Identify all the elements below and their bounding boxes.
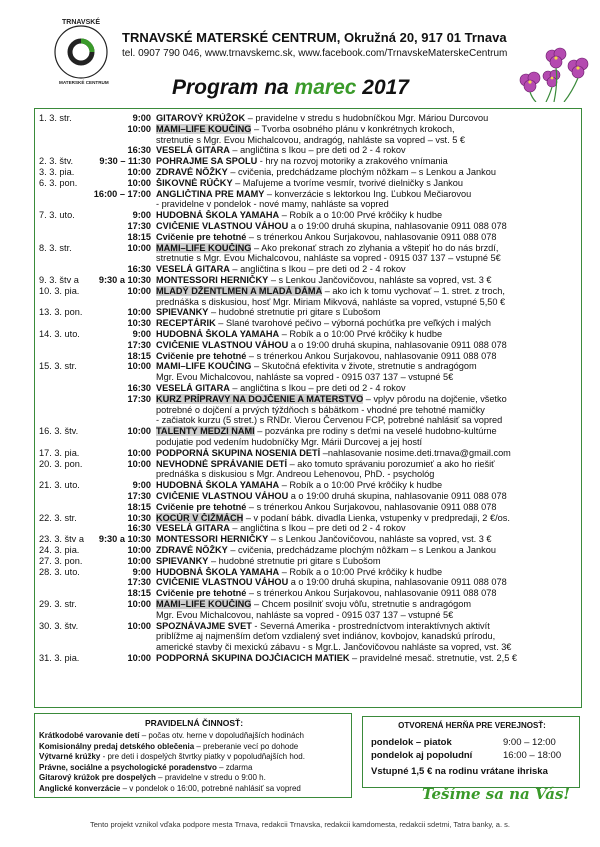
schedule-text xyxy=(156,567,581,578)
schedule-row xyxy=(35,340,583,351)
schedule-row xyxy=(35,307,583,318)
regular-activities-title: PRAVIDELNÁ ČINNOSŤ: xyxy=(144,718,244,728)
schedule-time: 10:00 xyxy=(127,167,151,177)
schedule-time: 9:00 xyxy=(132,566,151,577)
org-contact: tel. 0907 790 046, www.trnavskemc.sk, www.facebook.com/TrnavskeMaterskeCentrum xyxy=(122,48,508,59)
schedule-row xyxy=(35,178,583,189)
event-details: - začiatok kurzu (5 stret.) s RNDr. Vierou Červenou FCP, potrebné nahlásiť sa vopred xyxy=(156,415,503,426)
event-details: prednáška s diskusiou s Mgr. Andreou Lehenovou, PhD. - psychológ xyxy=(156,469,435,480)
schedule-text xyxy=(156,448,581,459)
schedule-text xyxy=(156,286,581,297)
schedule-row xyxy=(35,145,583,156)
schedule-time: 16:30 xyxy=(127,523,151,534)
schedule-date: 27. 3. pon. xyxy=(39,555,83,566)
event-title: CVIČENIE VLASTNOU VÁHOU xyxy=(156,339,289,350)
event-title: Cvičenie pre tehotné xyxy=(156,231,247,242)
schedule-row xyxy=(35,372,583,383)
regular-activity-text: – zdarma xyxy=(216,762,253,772)
event-title: KOCÚR V ČIŽMÁCH xyxy=(156,512,244,523)
schedule-text xyxy=(156,351,581,362)
schedule-time: 9:00 xyxy=(132,329,151,339)
event-details: – konverzácie s lektorkou Ing. Ľubkou Mečiarovou xyxy=(264,188,472,199)
event-details: Mgr. Evou Michalcovou, nahláste sa vopred - 0915 037 137 – vstupné 5€ xyxy=(156,372,454,383)
schedule-row xyxy=(35,383,583,394)
title-prefix: Program na xyxy=(172,76,295,99)
regular-activity-text: – pravidelne v stredu o 9:00 h. xyxy=(155,773,266,783)
event-details: – s trénerkou Ankou Surjakovou, nahlasovanie 0911 088 078 xyxy=(246,501,497,512)
event-title: MAMI–LIFE KOUČING xyxy=(156,242,252,253)
event-details: – pravidelné mesač. stretnutie, vst. 2,5 € xyxy=(349,653,517,663)
schedule-text xyxy=(156,329,581,340)
event-details: – angličtina s Ikou – pre deti od 2 - 4 rokov xyxy=(229,145,406,156)
regular-activity-label: Krátkodobé varovanie detí xyxy=(39,731,140,740)
schedule-row xyxy=(35,318,583,329)
event-title: ŠIKOVNÉ RÚČKY xyxy=(156,177,233,188)
schedule-text xyxy=(156,189,581,200)
event-title: Cvičenie pre tehotné xyxy=(156,501,247,512)
schedule-text xyxy=(156,372,581,383)
event-title: SPIEVANKY xyxy=(156,555,209,566)
schedule-row xyxy=(35,297,583,308)
schedule-date: 15. 3. str. xyxy=(39,361,77,372)
schedule-text xyxy=(156,523,581,534)
schedule-date: 14. 3. uto. xyxy=(39,329,80,339)
event-details: – hudobné stretnutie pri gitare s Ľubošom xyxy=(208,307,381,318)
event-title: ZDRAVÉ NÔŽKY xyxy=(156,545,228,555)
schedule-text xyxy=(156,275,581,286)
opening-hours-box xyxy=(362,716,580,788)
event-title: KURZ PRÍPRAVY NA DOJČENIE A MATERSTVO xyxy=(156,393,364,404)
schedule-row xyxy=(35,253,583,264)
schedule-row xyxy=(35,437,583,448)
schedule-text xyxy=(156,621,581,632)
schedule-date: 6. 3. pon. xyxy=(39,177,78,188)
schedule-row xyxy=(35,351,583,362)
schedule-row xyxy=(35,405,583,416)
schedule-text xyxy=(156,156,581,167)
event-title: PODPORNÁ SKUPINA DOJČIACICH MATIEK xyxy=(156,653,350,663)
schedule-row xyxy=(35,361,583,372)
schedule-date: 24. 3. pia. xyxy=(39,545,80,555)
opening-hours-2: 16:00 – 18:00 xyxy=(503,750,562,761)
schedule-time: 17:30 xyxy=(127,221,151,231)
opening-hours-title: OTVORENÁ HERŇA PRE VEREJNOSŤ: xyxy=(398,721,546,730)
schedule-time: 10:00 xyxy=(127,555,151,566)
schedule-text xyxy=(156,145,581,156)
regular-activity xyxy=(39,752,305,761)
schedule-row xyxy=(35,189,583,200)
schedule-date: 10. 3. pia. xyxy=(39,285,80,296)
event-details: a o 19:00 druhá skupina, nahlasovanie 0911 088 078 xyxy=(288,577,507,588)
event-details: – Maľujeme a tvoríme vesmír, tvorivé dielničky s Jankou xyxy=(232,177,463,188)
schedule-text xyxy=(156,631,581,642)
schedule-time: 10:00 xyxy=(127,545,151,555)
regular-activity-label: Právne, sociálne a psychologické poradenstvo xyxy=(39,762,217,772)
schedule-time: 9:00 xyxy=(132,210,151,221)
schedule-date: 22. 3. str. xyxy=(39,512,77,523)
schedule-text xyxy=(156,221,581,232)
schedule-time: 10:00 xyxy=(127,123,151,134)
schedule-text xyxy=(156,124,581,135)
schedule-text xyxy=(156,599,581,610)
schedule-time: 18:15 xyxy=(127,350,151,361)
event-title: Cvičenie pre tehotné xyxy=(156,588,247,599)
schedule-row xyxy=(35,156,583,167)
event-title: VESELÁ GITARA xyxy=(156,523,230,534)
schedule-row xyxy=(35,502,583,513)
schedule-text xyxy=(156,113,581,124)
schedule-time: 9:30 a 10:30 xyxy=(98,275,151,285)
title-month: marec xyxy=(294,76,357,99)
schedule-row xyxy=(35,599,583,610)
schedule-time: 16:00 – 17:00 xyxy=(93,188,151,199)
schedule-row xyxy=(35,221,583,232)
event-title: HUDOBNÁ ŠKOLA YAMAHA xyxy=(156,329,280,339)
event-details: podujatie pod vedením hudobníčky Mgr. Márii Durcovej a jej hostí xyxy=(156,437,423,447)
event-details: – cvičenia, predchádzame plochým nôžkam – s Lenkou a Jankou xyxy=(227,545,496,555)
event-title: CVIČENIE VLASTNOU VÁHOU xyxy=(156,577,289,588)
event-title: MLADÝ DŽENTLMEN A MLADÁ DÁMA xyxy=(156,285,323,296)
schedule-row xyxy=(35,523,583,534)
event-details: – ako tomuto správaniu porozumieť a ako ho riešiť xyxy=(287,458,495,469)
event-title: GITAROVÝ KRÚŽOK xyxy=(156,113,246,123)
schedule-text xyxy=(156,642,581,653)
schedule-text xyxy=(156,307,581,318)
event-details: prednáška s diskusiou, hosť Mgr. Miriam Mikvová, nahláste sa vopred, vstupné 5,50 € xyxy=(156,296,506,307)
schedule-row xyxy=(35,135,583,146)
schedule-row xyxy=(35,124,583,135)
event-details: – pozvánka pre rodiny s deťmi na veselé hudobno-kultúrne xyxy=(254,426,497,437)
schedule-text xyxy=(156,264,581,275)
schedule-time: 17:30 xyxy=(127,577,151,588)
schedule-row xyxy=(35,545,583,556)
regular-activity-text: - pre deti i dospelých štvrtky piatky v popoludňajších hod. xyxy=(100,752,305,762)
regular-activity xyxy=(39,763,252,772)
event-details: a o 19:00 druhá skupina, nahlasovanie 0911 088 078 xyxy=(288,221,507,231)
schedule-row xyxy=(35,469,583,480)
violet-flowers-image xyxy=(512,42,594,102)
schedule-time: 10:30 xyxy=(127,318,151,329)
schedule-row xyxy=(35,199,583,210)
schedule-row xyxy=(35,577,583,588)
schedule-text xyxy=(156,394,581,405)
schedule-row xyxy=(35,286,583,297)
schedule-row xyxy=(35,588,583,599)
schedule-text xyxy=(156,210,581,221)
event-title: TALENTY MEDZI NAMI xyxy=(156,426,255,437)
event-title: CVIČENIE VLASTNOU VÁHOU xyxy=(156,491,289,501)
schedule-date: 28. 3. uto. xyxy=(39,566,80,577)
schedule-text xyxy=(156,534,581,545)
schedule-time: 10:00 xyxy=(127,599,151,609)
schedule-time: 10:00 xyxy=(127,620,151,631)
schedule-row xyxy=(35,621,583,632)
event-details: – angličtina s Ikou – pre deti od 2 - 4 rokov xyxy=(229,523,406,534)
event-title: RECEPTÁRIK xyxy=(156,318,216,329)
schedule-text xyxy=(156,588,581,599)
schedule-text xyxy=(156,361,581,372)
schedule-date: 30. 3. štv. xyxy=(39,620,79,631)
event-details: stretnutie s Mgr. Evou Michalcovou, andragóg, nahláste sa vopred – vst. 5 € xyxy=(156,134,465,145)
schedule-time: 16:30 xyxy=(127,145,151,156)
schedule-row xyxy=(35,426,583,437)
schedule-text xyxy=(156,480,581,491)
schedule-text xyxy=(156,459,581,470)
schedule-text xyxy=(156,653,581,664)
event-details: – s trénerkou Ankou Surjakovou, nahlasovanie 0911 088 078 xyxy=(246,350,497,361)
event-title: VESELÁ GITARA xyxy=(156,264,230,275)
schedule-date: 1. 3. str. xyxy=(39,113,72,123)
event-details: – v podaní bábk. divadla Lienka, vstupenky v predpredaji, 2 €/os. xyxy=(243,512,510,523)
schedule-row xyxy=(35,264,583,275)
schedule-date: 13. 3. pon. xyxy=(39,307,83,318)
event-title: MAMI–LIFE KOUČING xyxy=(156,123,252,134)
event-details: – Robík a o 10:00 Prvé krôčiky k hudbe xyxy=(279,566,443,577)
schedule-text xyxy=(156,135,581,146)
event-details: – hudobné stretnutie pri gitare s Ľubošom xyxy=(208,555,381,566)
schedule-row xyxy=(35,610,583,621)
schedule-text xyxy=(156,318,581,329)
schedule-time: 10:00 xyxy=(127,653,151,663)
schedule-time: 10:00 xyxy=(127,285,151,296)
entry-fee: Vstupné 1,5 € na rodinu vrátane ihriska xyxy=(371,766,548,777)
schedule-row xyxy=(35,415,583,426)
schedule-time: 18:15 xyxy=(127,501,151,512)
regular-activity-label: Anglické konverzácie xyxy=(39,784,121,793)
schedule-text xyxy=(156,610,581,621)
event-title: MAMI–LIFE KOUČING xyxy=(156,599,252,609)
schedule-text xyxy=(156,178,581,189)
event-details: – angličtina s Ikou – pre deti od 2 - 4 rokov xyxy=(229,264,406,275)
regular-activity xyxy=(39,731,304,740)
schedule-date: 2. 3. štv. xyxy=(39,156,74,167)
regular-activity-text: – počas otv. herne v dopoludňajších hodinách xyxy=(139,731,304,740)
event-title: SPIEVANKY xyxy=(156,307,209,318)
event-details: – s trénerkou Ankou Surjakovou, nahlasovanie 0911 088 078 xyxy=(246,588,497,599)
footer-note: Tento projekt vznikol vďaka podpore mesta Trnava, redakcii Trnavska, redakcii kamdomesta, redakcii sdetmi, Tatra banky, a. s. xyxy=(90,820,510,829)
event-details: stretnutie s Mgr. Evou Michalcovou, nahláste sa vopred - 0915 037 137 – vstupné 5€ xyxy=(156,253,501,264)
event-title: PODPORNÁ SKUPINA NOSENIA DETÍ xyxy=(156,447,321,458)
schedule-text xyxy=(156,469,581,480)
event-title: MONTESSORI HERNIČKY xyxy=(156,534,269,545)
schedule-text xyxy=(156,415,581,426)
event-details: – Slané tvarohové pečivo – výborná pochúťka pre veľkých i malých xyxy=(215,318,491,329)
org-name: TRNAVSKÉ MATERSKÉ CENTRUM, Okružná 20, 917 01 Trnava xyxy=(122,30,507,45)
schedule-time: 10:30 xyxy=(127,512,151,523)
schedule-text xyxy=(156,383,581,394)
event-title: HUDOBNÁ ŠKOLA YAMAHA xyxy=(156,566,280,577)
schedule-time: 16:30 xyxy=(127,264,151,275)
schedule-text xyxy=(156,232,581,243)
event-title: MONTESSORI HERNIČKY xyxy=(156,275,269,285)
schedule-time: 17:30 xyxy=(127,393,151,404)
event-title: ANGLIČTINA PRE MAMY xyxy=(156,188,265,199)
event-details: – ako ich k tomu vychovať – 1. stret. z troch, xyxy=(322,285,505,296)
schedule-row xyxy=(35,642,583,653)
schedule-time: 9:00 xyxy=(132,113,151,123)
schedule-time: 10:00 xyxy=(127,447,151,458)
event-details: – pravidelne v stredu s hudobníčkou Mgr. Máriou Durcovou xyxy=(245,113,489,123)
schedule-text xyxy=(156,545,581,556)
schedule-time: 10:00 xyxy=(127,177,151,188)
schedule-row xyxy=(35,491,583,502)
schedule-time: 17:30 xyxy=(127,339,151,350)
logo-top-text: TRNAVSKÉ xyxy=(62,19,100,26)
event-title: NEVHODNÉ SPRÁVANIE DETÍ xyxy=(156,458,288,469)
schedule-date: 20. 3. pon. xyxy=(39,458,83,469)
schedule-date: 7. 3. uto. xyxy=(39,210,75,221)
schedule-date: 8. 3. str. xyxy=(39,242,72,253)
schedule-text xyxy=(156,253,581,264)
schedule-time: 9:30 a 10:30 xyxy=(98,534,151,545)
schedule-date: 29. 3. str. xyxy=(39,599,77,609)
schedule-date: 3. 3. pia. xyxy=(39,167,75,177)
schedule-date: 17. 3. pia. xyxy=(39,447,80,458)
schedule-row xyxy=(35,167,583,178)
logo xyxy=(50,8,112,88)
schedule-row xyxy=(35,653,583,664)
event-details: Mgr. Evou Michalcovou, nahláste sa vopred - 0915 037 137 – vstupné 5€ xyxy=(156,609,454,620)
schedule-date: 31. 3. pia. xyxy=(39,653,80,663)
schedule-row xyxy=(35,567,583,578)
slogan: Tešíme sa na Vás! xyxy=(422,785,571,803)
schedule-date: 9. 3. štv a xyxy=(39,275,79,285)
event-title: HUDOBNÁ ŠKOLA YAMAHA xyxy=(156,210,280,221)
event-details: – s Lenkou Jančovičovou, nahláste sa vopred, vst. 3 € xyxy=(268,275,492,285)
schedule-table xyxy=(34,108,582,708)
opening-days-2: pondelok aj popoludní xyxy=(371,750,473,761)
schedule-row xyxy=(35,459,583,470)
event-details: – Robík a o 10:00 Prvé krôčiky k hudbe xyxy=(279,480,443,491)
event-details: - Severná Amerika - prostredníctvom interaktívnych aktivít xyxy=(251,620,490,631)
schedule-text xyxy=(156,491,581,502)
schedule-time: 9:30 – 11:30 xyxy=(99,156,151,167)
schedule-time: 10:00 xyxy=(127,426,151,437)
event-details: – Chcem posilniť svoju vôľu, stretnutie s andragógom xyxy=(251,599,472,609)
schedule-time: 10:00 xyxy=(127,242,151,253)
schedule-row xyxy=(35,534,583,545)
schedule-row xyxy=(35,513,583,524)
logo-bottom-text: MATERSKÉ CENTRUM xyxy=(59,80,109,85)
schedule-row xyxy=(35,631,583,642)
schedule-row xyxy=(35,480,583,491)
event-details: a o 19:00 druhá skupina, nahlasovanie 0911 088 078 xyxy=(288,339,507,350)
schedule-row xyxy=(35,243,583,254)
schedule-text xyxy=(156,243,581,254)
event-title: MAMI–LIFE KOUČING xyxy=(156,361,252,372)
schedule-text xyxy=(156,556,581,567)
schedule-text xyxy=(156,405,581,416)
schedule-row xyxy=(35,448,583,459)
event-details: priblížme aj najmenším deťom vzdialený svet indiánov, kovbojov, kanadskú prírodu, xyxy=(156,631,496,642)
schedule-text xyxy=(156,577,581,588)
schedule-text xyxy=(156,340,581,351)
event-details: a o 19:00 druhá skupina, nahlasovanie 0911 088 078 xyxy=(288,491,507,501)
schedule-row xyxy=(35,275,583,286)
regular-activity xyxy=(39,784,301,793)
event-details: – Ako prekonať strach zo zlyhania a vštepiť ho do nás brzdí, xyxy=(251,242,499,253)
schedule-time: 17:30 xyxy=(127,491,151,501)
regular-activity-label: Výtvarné krúžky xyxy=(39,752,101,762)
schedule-date: 21. 3. uto. xyxy=(39,480,80,491)
regular-activity xyxy=(39,742,298,751)
regular-activity-text: – v pondelok o 16:00, potrebné nahlásiť sa vopred xyxy=(120,784,301,793)
schedule-row xyxy=(35,394,583,405)
schedule-time: 18:15 xyxy=(127,231,151,242)
event-details: –nahlasovanie nosime.deti.trnava@gmail.com xyxy=(320,447,511,458)
event-details: – Robík a o 10:00 Prvé krôčiky k hudbe xyxy=(279,329,443,339)
schedule-text xyxy=(156,297,581,308)
schedule-text xyxy=(156,167,581,178)
regular-activity xyxy=(39,773,266,782)
event-details: potrebné o dojčení a prvých týždňoch s bábätkom - vhodné pre tehotné mamičky xyxy=(156,404,485,415)
schedule-row xyxy=(35,329,583,340)
event-details: - pravidelne v pondelok - nové mamy, nahláste sa vopred xyxy=(156,199,389,210)
event-details: – Tvorba osobného plánu v konkrétnych krokoch, xyxy=(251,123,455,134)
schedule-text xyxy=(156,513,581,524)
event-details: – Robík a o 10:00 Prvé krôčiky k hudbe xyxy=(279,210,443,221)
schedule-row xyxy=(35,232,583,243)
schedule-text xyxy=(156,426,581,437)
event-title: SPOZNÁVAJME SVET xyxy=(156,620,252,631)
schedule-time: 10:00 xyxy=(127,361,151,372)
schedule-row xyxy=(35,210,583,221)
schedule-date: 16. 3. štv. xyxy=(39,426,79,437)
regular-activity-label: Gitarový krúžok pre dospelých xyxy=(39,773,156,783)
schedule-row xyxy=(35,113,583,124)
header xyxy=(0,0,600,105)
opening-days-1: pondelok – piatok xyxy=(371,737,452,748)
event-details: – cvičenia, predchádzame plochým nôžkam – s Lenkou a Jankou xyxy=(227,167,496,177)
event-title: HUDOBNÁ ŠKOLA YAMAHA xyxy=(156,480,280,491)
schedule-time: 10:00 xyxy=(127,307,151,318)
regular-activities-box xyxy=(34,713,352,798)
opening-hours-1: 9:00 – 12:00 xyxy=(503,737,556,748)
event-title: ZDRAVÉ NÔŽKY xyxy=(156,167,228,177)
regular-activity-text: – preberanie vecí po dohode xyxy=(194,741,299,751)
event-title: VESELÁ GITARA xyxy=(156,145,230,156)
event-details: – angličtina s Ikou – pre deti od 2 - 4 rokov xyxy=(229,383,406,393)
schedule-time: 9:00 xyxy=(132,480,151,491)
schedule-time: 10:00 xyxy=(127,458,151,469)
schedule-text xyxy=(156,437,581,448)
schedule-date: 23. 3. štv a xyxy=(39,534,84,545)
event-details: americké stavby či mexickú zábavu - s Mgr.L. Jančovičovou nahláste sa vopred, vst. 3€ xyxy=(156,642,512,653)
schedule-row xyxy=(35,556,583,567)
event-details: – s trénerkou Ankou Surjakovou, nahlasovanie 0911 088 078 xyxy=(246,231,497,242)
regular-activity-label: Komisionálny predaj detského oblečenia xyxy=(39,741,195,751)
event-details: – s Lenkou Jančovičovou, nahláste sa vopred, vst. 3 € xyxy=(268,534,492,545)
event-title: Cvičenie pre tehotné xyxy=(156,350,247,361)
event-title: VESELÁ GITARA xyxy=(156,383,230,393)
title-year: 2017 xyxy=(356,76,409,99)
schedule-text xyxy=(156,502,581,513)
event-title: CVIČENIE VLASTNOU VÁHOU xyxy=(156,221,289,231)
event-details: - hry na rozvoj motoriky a zrakového vnímania xyxy=(257,156,448,167)
schedule-time: 16:30 xyxy=(127,383,151,393)
event-title: POHRAJME SA SPOLU xyxy=(156,156,258,167)
page-title xyxy=(172,76,409,100)
schedule-time: 18:15 xyxy=(127,588,151,599)
event-details: – vplyv pôrodu na dojčenie, všetko xyxy=(363,393,507,404)
schedule-text xyxy=(156,199,581,210)
event-details: – Skutočná efektivita v živote, stretnutie s andragógom xyxy=(251,361,477,372)
